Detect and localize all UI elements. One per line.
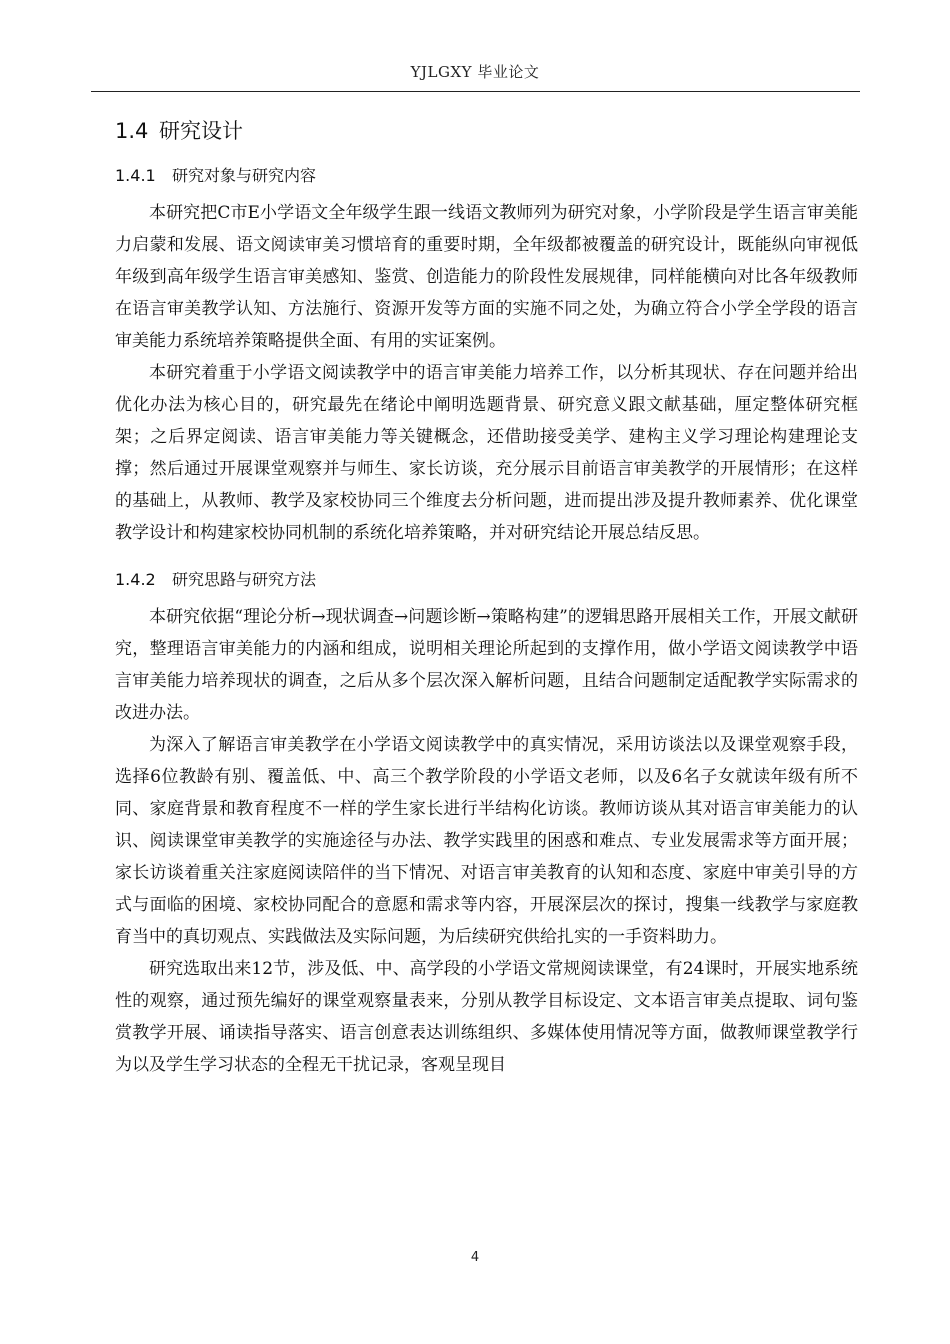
page-number: 4 xyxy=(470,1250,480,1265)
section-title: 研究设计 xyxy=(159,119,243,143)
subsection-number: 1.4.2 xyxy=(115,570,156,589)
page-header: YJLGXY 毕业论文 xyxy=(410,63,540,81)
subsection-number: 1.4.1 xyxy=(115,166,156,185)
page-content xyxy=(115,111,858,1081)
section-heading xyxy=(115,111,858,151)
subsection-title: 研究对象与研究内容 xyxy=(172,166,317,185)
paragraph: 本研究依据“理论分析→现状调查→问题诊断→策略构建”的逻辑思路开展相关工作，开展文献研究，整理语言审美能力的内涵和组成，说明相关理论所起到的支撑作用，做小学语文阅读教学中语言审美能力培养现状的调查，之后从多个层次深入解析问题，且结合问题制定适配教学实际需求的改进办法。 xyxy=(115,607,858,723)
paragraph: 本研究把C市E小学语文全年级学生跟一线语文教师列为研究对象，小学阶段是学生语言审美能力启蒙和发展、语文阅读审美习惯培育的重要时期，全年级都被覆盖的研究设计，既能纵向审视低年级到高年级学生语言审美感知、鉴赏、创造能力的阶段性发展规律，同样能横向对比各年级教师在语言审美教学认知、方法施行、资源开发等方面的实施不同之处，为确立符合小学全学段的语言审美能力系统培养策略提供全面、有用的实证案例。 xyxy=(115,203,858,351)
subsection-heading xyxy=(115,161,858,191)
subsection-title: 研究思路与研究方法 xyxy=(172,570,317,589)
subsection-heading xyxy=(115,565,858,595)
header-rule xyxy=(91,91,860,92)
paragraph: 本研究着重于小学语文阅读教学中的语言审美能力培养工作，以分析其现状、存在问题并给出优化办法为核心目的，研究最先在绪论中阐明选题背景、研究意义跟文献基础，厘定整体研究框架；之后界定阅读、语言审美能力等关键概念，还借助接受美学、建构主义学习理论构建理论支撑；然后通过开展课堂观察并与师生、家长访谈，充分展示目前语言审美教学的开展情形；在这样的基础上，从教师、教学及家校协同三个维度去分析问题，进而提出涉及提升教师素养、优化课堂教学设计和构建家校协同机制的系统化培养策略，并对研究结论开展总结反思。 xyxy=(115,363,858,543)
paragraph: 为深入了解语言审美教学在小学语文阅读教学中的真实情况，采用访谈法以及课堂观察手段，选择6位教龄有别、覆盖低、中、高三个教学阶段的小学语文老师，以及6名子女就读年级有所不同、家庭背景和教育程度不一样的学生家长进行半结构化访谈。教师访谈从其对语言审美能力的认识、阅读课堂审美教学的实施途径与办法、教学实践里的困惑和难点、专业发展需求等方面开展；家长访谈着重关注家庭阅读陪伴的当下情况、对语言审美教育的认知和态度、家庭中审美引导的方式与面临的困境、家校协同配合的意愿和需求等内容，开展深层次的探讨，搜集一线教学与家庭教育当中的真切观点、实践做法及实际问题，为后续研究供给扎实的一手资料助力。 xyxy=(115,735,858,947)
section-number: 1.4 xyxy=(115,119,149,143)
paragraph: 研究选取出来12节，涉及低、中、高学段的小学语文常规阅读课堂，有24课时，开展实地系统性的观察，通过预先编好的课堂观察量表来，分别从教学目标设定、文本语言审美点提取、词句鉴赏教学开展、诵读指导落实、语言创意表达训练组织、多媒体使用情况等方面，做教师课堂教学行为以及学生学习状态的全程无干扰记录，客观呈现目 xyxy=(115,959,858,1075)
